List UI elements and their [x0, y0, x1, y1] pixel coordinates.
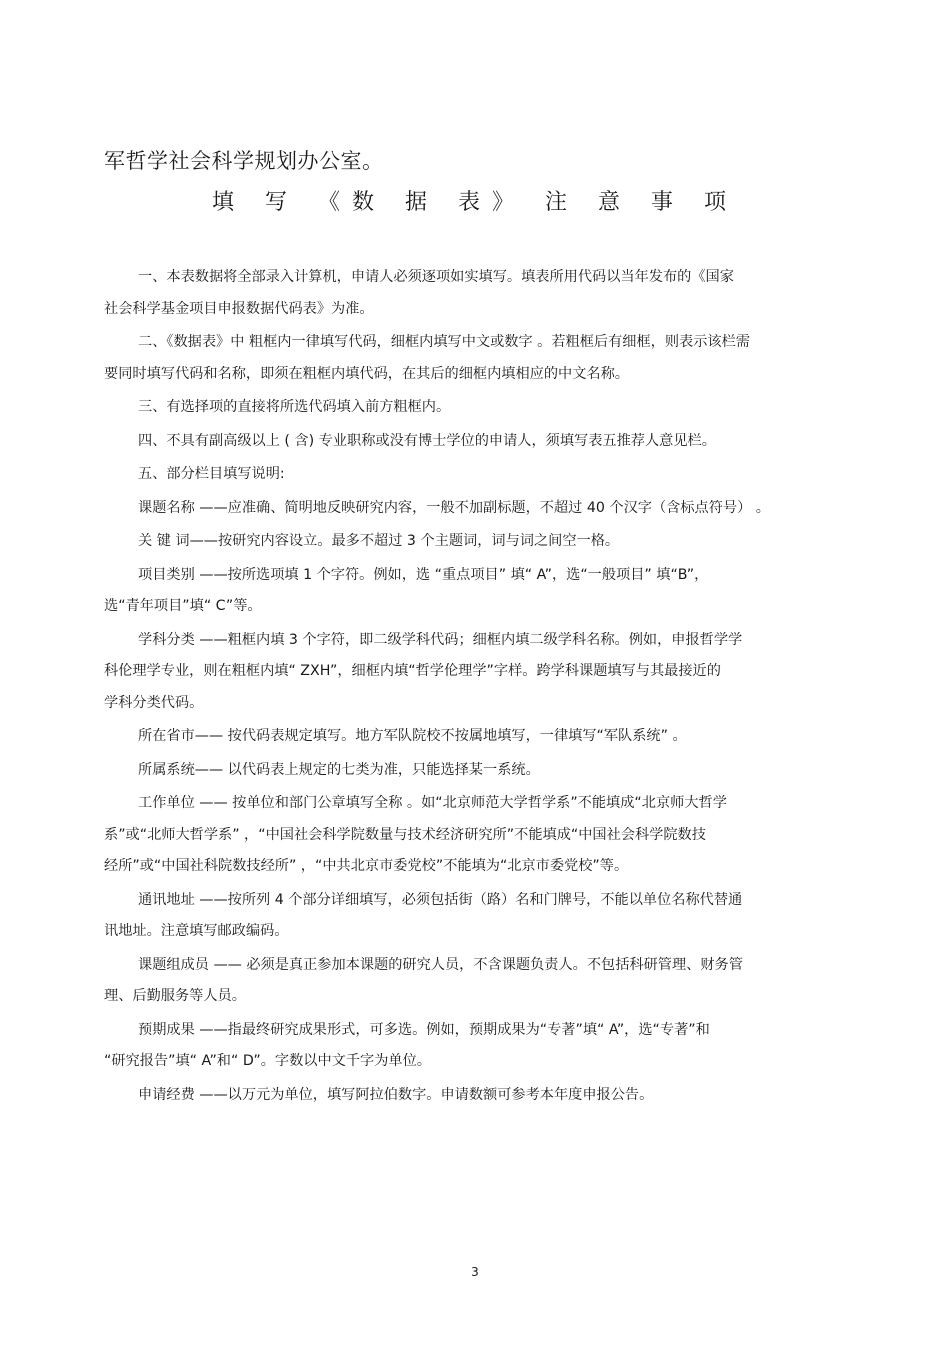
- paragraph-line: 理、后勤服务等人员。: [104, 988, 246, 1004]
- paragraph-line: 一、本表数据将全部录入计算机，申请人必须逐项如实填写。填表所用代码以当年发布的《国家: [138, 269, 734, 285]
- paragraph-line: 三、有选择项的直接将所选代码填入前方粗框内。: [138, 399, 451, 415]
- paragraph-line: 讯地址。注意填写邮政编码。: [104, 923, 289, 939]
- paragraph-line: 课题名称 ——应准确、简明地反映研究内容，一般不加副标题，不超过 40 个汉字（含标点符号） 。: [138, 499, 770, 516]
- header-line: 军哲学社会科学规划办公室。: [104, 149, 384, 173]
- paragraph-line: 社会科学基金项目申报数据代码表》为准。: [104, 300, 374, 317]
- paragraph-line: 项目类别 ——按所选项填 1 个字符。例如，选 “重点项目” 填“ A”，选“一般项目” 填“B”，: [138, 566, 709, 583]
- instruction-paragraph: [104, 721, 844, 753]
- paragraph-line: 四、不具有副高级以上 ( 含) 专业职称或没有博士学位的申请人，须填写表五推荐人意见栏。: [138, 432, 716, 449]
- paragraph-line: 学科分类 ——粗框内填 3 个字符，即二级学科代码；细框内填二级学科名称。例如，申报哲学学: [138, 631, 743, 648]
- instruction-paragraph: [104, 493, 844, 525]
- paragraph-line: 经所”或“中国社科院数技经所” ，“中共北京市委党校”不能填为“北京市委党校”等。: [104, 858, 629, 874]
- paragraph-line: 要同时填写代码和名称，即须在粗框内填代码，在其后的细框内填相应的中文名称。: [104, 365, 629, 382]
- paragraph-line: 工作单位 —— 按单位和部门公章填写全称 。如“北京师范大学哲学系”不能填成“北京师大哲学: [138, 795, 727, 811]
- page-title: 填 写 《数 据 表》 注 意 事 项: [212, 190, 738, 215]
- paragraph-line: 通讯地址 ——按所列 4 个部分详细填写，必须包括街（路）名和门牌号，不能以单位名称代替通: [138, 891, 743, 908]
- instruction-paragraph: [104, 327, 844, 390]
- paragraph-line: 学科分类代码。: [104, 694, 204, 711]
- paragraph-line: 关 键 词——按研究内容设立。最多不超过 3 个主题词，词与词之间空一格。: [138, 533, 620, 549]
- instruction-paragraph: [104, 885, 844, 948]
- instruction-paragraph: [104, 950, 844, 1013]
- instruction-paragraph: [104, 262, 844, 325]
- paragraph-line: 所在省市—— 按代码表规定填写。地方军队院校不按属地填写，一律填写“军队系统” 。: [138, 728, 687, 744]
- instruction-paragraph: [104, 560, 844, 623]
- paragraph-line: 科伦理学专业，则在粗框内填“ ZXH”，细框内填“哲学伦理学”字样。跨学科课题填写与其最接近的: [104, 663, 721, 679]
- instruction-paragraph: [104, 459, 844, 491]
- instruction-paragraph: [104, 392, 844, 424]
- instruction-paragraph: [104, 526, 844, 558]
- paragraph-line: 系”或“北师大哲学系” ，“中国社会科学院数量与技术经济研究所”不能填成“中国社会科学院数技: [104, 826, 706, 843]
- instructions-body: [104, 262, 844, 1113]
- instruction-paragraph: [104, 625, 844, 720]
- instruction-paragraph: [104, 755, 844, 787]
- paragraph-line: 所属系统—— 以代码表上规定的七类为准，只能选择某一系统。: [138, 761, 540, 778]
- instruction-paragraph: [104, 1015, 844, 1078]
- page-number: 3: [471, 1265, 479, 1279]
- paragraph-line: “研究报告”填“ A”和“ D”。字数以中文千字为单位。: [104, 1053, 431, 1069]
- paragraph-line: 选“青年项目”填“ C”等。: [104, 598, 262, 614]
- instruction-paragraph: [104, 426, 844, 458]
- instruction-paragraph: [104, 1080, 844, 1112]
- instruction-paragraph: [104, 788, 844, 883]
- paragraph-line: 课题组成员 —— 必须是真正参加本课题的研究人员，不含课题负责人。不包括科研管理、财务管: [138, 956, 743, 973]
- paragraph-line: 预期成果 ——指最终研究成果形式，可多选。例如，预期成果为“专著”填“ A”，选“专著”和: [138, 1021, 710, 1038]
- paragraph-line: 二、《数据表》中 粗框内一律填写代码，细框内填写中文或数字 。若粗框后有细框，则表示该栏需: [138, 334, 750, 350]
- paragraph-line: 五、部分栏目填写说明:: [138, 466, 285, 482]
- paragraph-line: 申请经费 ——以万元为单位，填写阿拉伯数字。申请数额可参考本年度申报公告。: [138, 1086, 654, 1103]
